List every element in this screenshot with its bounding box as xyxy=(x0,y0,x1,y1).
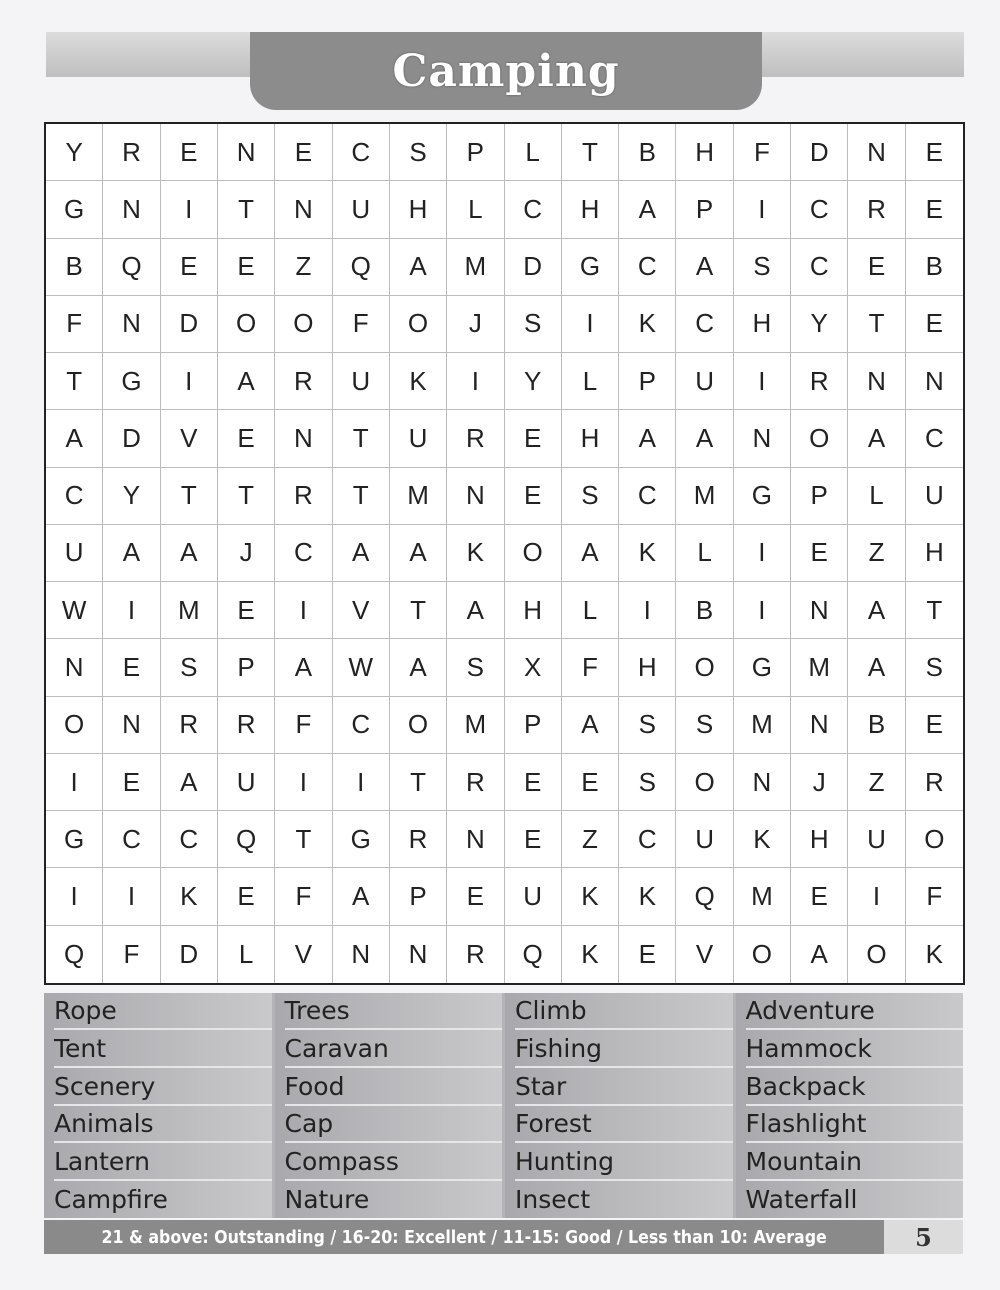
grid-cell[interactable]: A xyxy=(848,639,905,696)
grid-cell[interactable]: K xyxy=(562,868,619,925)
word-list-item: Rope xyxy=(54,994,272,1030)
grid-cell[interactable]: M xyxy=(676,468,733,525)
word-list-item: Forest xyxy=(515,1107,733,1143)
grid-cell[interactable]: K xyxy=(447,525,504,582)
grid-cell[interactable]: T xyxy=(46,353,103,410)
grid-cell[interactable]: N xyxy=(447,468,504,525)
grid-cell[interactable]: S xyxy=(906,639,963,696)
word-column xyxy=(275,993,503,1218)
score-scale: 21 & above: Outstanding / 16-20: Excellent / 11-15: Good / Less than 10: Average xyxy=(101,1226,827,1248)
grid-cell[interactable]: A xyxy=(218,353,275,410)
grid-cell[interactable]: O xyxy=(275,296,332,353)
grid-cell[interactable]: G xyxy=(333,811,390,868)
grid-cell[interactable]: V xyxy=(333,582,390,639)
grid-cell[interactable]: E xyxy=(562,754,619,811)
grid-cell[interactable]: M xyxy=(791,639,848,696)
grid-cell[interactable]: T xyxy=(161,468,218,525)
grid-cell[interactable]: N xyxy=(218,124,275,181)
grid-cell[interactable]: B xyxy=(46,239,103,296)
grid-cell[interactable]: U xyxy=(218,754,275,811)
grid-cell[interactable]: N xyxy=(734,410,791,467)
grid-cell[interactable]: O xyxy=(218,296,275,353)
grid-cell[interactable]: E xyxy=(218,239,275,296)
grid-cell[interactable]: C xyxy=(275,525,332,582)
grid-cell[interactable]: P xyxy=(619,353,676,410)
grid-cell[interactable]: C xyxy=(161,811,218,868)
grid-cell[interactable]: T xyxy=(333,468,390,525)
grid-cell[interactable]: U xyxy=(333,181,390,238)
grid-cell[interactable]: H xyxy=(906,525,963,582)
grid-cell[interactable]: A xyxy=(562,525,619,582)
page-number-box xyxy=(884,1220,963,1254)
word-list-item: Animals xyxy=(54,1107,272,1143)
grid-cell[interactable]: F xyxy=(562,639,619,696)
grid-cell[interactable]: U xyxy=(676,353,733,410)
grid-cell[interactable]: E xyxy=(791,525,848,582)
grid-cell[interactable]: N xyxy=(906,353,963,410)
grid-cell[interactable]: T xyxy=(275,811,332,868)
grid-cell[interactable]: P xyxy=(791,468,848,525)
grid-cell[interactable]: O xyxy=(505,525,562,582)
grid-cell[interactable]: C xyxy=(906,410,963,467)
grid-cell[interactable]: T xyxy=(906,582,963,639)
grid-cell[interactable]: I xyxy=(275,582,332,639)
grid-cell[interactable]: R xyxy=(275,353,332,410)
grid-cell[interactable]: Q xyxy=(218,811,275,868)
grid-cell[interactable]: I xyxy=(161,353,218,410)
grid-cell[interactable]: B xyxy=(676,582,733,639)
grid-cell[interactable]: P xyxy=(390,868,447,925)
grid-cell[interactable]: I xyxy=(103,582,160,639)
grid-cell[interactable]: O xyxy=(390,697,447,754)
grid-cell[interactable]: Y xyxy=(103,468,160,525)
grid-cell[interactable]: D xyxy=(505,239,562,296)
word-column xyxy=(505,993,733,1218)
grid-cell[interactable]: Z xyxy=(562,811,619,868)
grid-cell[interactable]: G xyxy=(46,181,103,238)
word-list-item: Hunting xyxy=(515,1145,733,1181)
grid-cell[interactable]: O xyxy=(676,639,733,696)
grid-cell[interactable]: I xyxy=(734,525,791,582)
grid-cell[interactable]: E xyxy=(161,239,218,296)
grid-cell[interactable]: E xyxy=(906,697,963,754)
grid-cell[interactable]: H xyxy=(791,811,848,868)
grid-cell[interactable]: C xyxy=(333,124,390,181)
letter-grid xyxy=(44,122,965,985)
grid-cell[interactable]: A xyxy=(848,410,905,467)
grid-cell[interactable]: K xyxy=(619,868,676,925)
grid-cell[interactable]: C xyxy=(505,181,562,238)
word-list-item: Star xyxy=(515,1070,733,1106)
grid-cell[interactable]: I xyxy=(734,353,791,410)
grid-cell[interactable]: K xyxy=(390,353,447,410)
grid-cell[interactable]: I xyxy=(619,582,676,639)
grid-cell[interactable]: C xyxy=(791,181,848,238)
grid-cell[interactable]: R xyxy=(161,697,218,754)
grid-cell[interactable]: C xyxy=(619,811,676,868)
grid-cell[interactable]: R xyxy=(390,811,447,868)
grid-cell[interactable]: Z xyxy=(275,239,332,296)
grid-cell[interactable]: K xyxy=(734,811,791,868)
word-list-item: Tent xyxy=(54,1032,272,1068)
grid-cell[interactable]: W xyxy=(333,639,390,696)
grid-cell[interactable]: U xyxy=(906,468,963,525)
grid-cell[interactable]: L xyxy=(447,181,504,238)
grid-cell[interactable]: S xyxy=(676,697,733,754)
grid-cell[interactable]: E xyxy=(505,811,562,868)
grid-cell[interactable]: D xyxy=(161,296,218,353)
grid-cell[interactable]: E xyxy=(906,124,963,181)
grid-cell[interactable]: H xyxy=(390,181,447,238)
grid-cell[interactable]: S xyxy=(161,639,218,696)
grid-cell[interactable]: S xyxy=(734,239,791,296)
grid-cell[interactable]: V xyxy=(676,926,733,983)
grid-cell[interactable]: Y xyxy=(46,124,103,181)
grid-cell[interactable]: C xyxy=(676,296,733,353)
grid-cell[interactable]: H xyxy=(562,410,619,467)
grid-cell[interactable]: E xyxy=(218,582,275,639)
grid-cell[interactable]: N xyxy=(103,697,160,754)
grid-cell[interactable]: O xyxy=(676,754,733,811)
grid-cell[interactable]: U xyxy=(46,525,103,582)
word-list xyxy=(44,993,963,1218)
grid-cell[interactable]: N xyxy=(848,124,905,181)
grid-cell[interactable]: Y xyxy=(791,296,848,353)
grid-cell[interactable]: F xyxy=(275,697,332,754)
grid-cell[interactable]: P xyxy=(218,639,275,696)
grid-cell[interactable]: A xyxy=(275,639,332,696)
grid-cell[interactable]: Q xyxy=(103,239,160,296)
grid-cell[interactable]: D xyxy=(161,926,218,983)
grid-cell[interactable]: M xyxy=(390,468,447,525)
grid-cell[interactable]: N xyxy=(275,181,332,238)
grid-cell[interactable]: R xyxy=(848,181,905,238)
word-column xyxy=(44,993,272,1218)
grid-cell[interactable]: C xyxy=(619,468,676,525)
grid-cell[interactable]: R xyxy=(447,754,504,811)
grid-cell[interactable]: A xyxy=(791,926,848,983)
grid-cell[interactable]: H xyxy=(505,582,562,639)
grid-cell[interactable]: O xyxy=(390,296,447,353)
grid-cell[interactable]: E xyxy=(848,239,905,296)
grid-cell[interactable]: A xyxy=(390,525,447,582)
grid-cell[interactable]: J xyxy=(791,754,848,811)
grid-cell[interactable]: G xyxy=(103,353,160,410)
grid-cell[interactable]: I xyxy=(46,868,103,925)
grid-cell[interactable]: F xyxy=(906,868,963,925)
word-list-item: Climb xyxy=(515,994,733,1030)
word-list-item: Scenery xyxy=(54,1070,272,1106)
grid-cell[interactable]: N xyxy=(103,296,160,353)
grid-cell[interactable]: K xyxy=(619,296,676,353)
grid-cell[interactable]: I xyxy=(734,582,791,639)
grid-cell[interactable]: A xyxy=(333,525,390,582)
grid-cell[interactable]: T xyxy=(848,296,905,353)
grid-cell[interactable]: A xyxy=(333,868,390,925)
word-list-item: Waterfall xyxy=(745,1185,858,1215)
grid-cell[interactable]: F xyxy=(734,124,791,181)
grid-cell[interactable]: A xyxy=(848,582,905,639)
grid-cell[interactable]: S xyxy=(619,697,676,754)
word-list-item: Insect xyxy=(515,1185,591,1215)
word-list-item: Adventure xyxy=(746,994,964,1030)
grid-cell[interactable]: K xyxy=(619,525,676,582)
grid-cell[interactable]: F xyxy=(275,868,332,925)
word-list-item: Caravan xyxy=(285,1032,503,1068)
grid-cell[interactable]: L xyxy=(562,353,619,410)
grid-cell[interactable]: R xyxy=(218,697,275,754)
grid-cell[interactable]: I xyxy=(46,754,103,811)
page-number: 5 xyxy=(915,1222,932,1252)
grid-cell[interactable]: A xyxy=(619,410,676,467)
grid-cell[interactable]: S xyxy=(562,468,619,525)
grid-cell[interactable]: I xyxy=(734,181,791,238)
grid-cell[interactable]: C xyxy=(619,239,676,296)
grid-cell[interactable]: S xyxy=(390,124,447,181)
grid-cell[interactable]: I xyxy=(161,181,218,238)
grid-cell[interactable]: R xyxy=(791,353,848,410)
grid-cell[interactable]: A xyxy=(619,181,676,238)
grid-cell[interactable]: U xyxy=(333,353,390,410)
grid-cell[interactable]: H xyxy=(734,296,791,353)
grid-cell[interactable]: C xyxy=(103,811,160,868)
grid-cell[interactable]: E xyxy=(906,296,963,353)
grid-cell[interactable]: H xyxy=(562,181,619,238)
grid-cell[interactable]: N xyxy=(734,754,791,811)
grid-cell[interactable]: T xyxy=(390,582,447,639)
grid-cell[interactable]: A xyxy=(676,410,733,467)
grid-cell[interactable]: T xyxy=(218,181,275,238)
grid-cell[interactable]: Y xyxy=(505,353,562,410)
grid-cell[interactable]: E xyxy=(447,868,504,925)
grid-cell[interactable]: C xyxy=(46,468,103,525)
title-tab xyxy=(250,32,762,110)
grid-cell[interactable]: A xyxy=(161,525,218,582)
grid-cell[interactable]: N xyxy=(848,353,905,410)
word-list-item: Campfire xyxy=(54,1185,168,1215)
grid-cell[interactable]: S xyxy=(505,296,562,353)
grid-cell[interactable]: N xyxy=(275,410,332,467)
grid-cell[interactable]: I xyxy=(447,353,504,410)
word-list-item: Backpack xyxy=(746,1070,964,1106)
grid-cell[interactable]: E xyxy=(619,926,676,983)
word-list-item: Cap xyxy=(285,1107,503,1143)
grid-cell[interactable]: E xyxy=(505,754,562,811)
word-list-item: Compass xyxy=(285,1145,503,1181)
word-column xyxy=(736,993,964,1218)
grid-cell[interactable]: I xyxy=(848,868,905,925)
grid-cell[interactable]: X xyxy=(505,639,562,696)
grid-cell[interactable]: P xyxy=(505,697,562,754)
grid-cell[interactable]: G xyxy=(734,468,791,525)
grid-cell[interactable]: P xyxy=(676,181,733,238)
word-list-item: Nature xyxy=(284,1185,370,1215)
grid-cell[interactable]: E xyxy=(218,410,275,467)
word-list-item: Mountain xyxy=(746,1145,964,1181)
grid-cell[interactable]: E xyxy=(218,868,275,925)
grid-cell[interactable]: E xyxy=(161,124,218,181)
grid-cell[interactable]: P xyxy=(447,124,504,181)
grid-cell[interactable]: F xyxy=(333,296,390,353)
grid-cell[interactable]: I xyxy=(275,754,332,811)
grid-cell[interactable]: J xyxy=(218,525,275,582)
grid-cell[interactable]: V xyxy=(161,410,218,467)
grid-cell[interactable]: J xyxy=(447,296,504,353)
grid-cell[interactable]: R xyxy=(447,926,504,983)
grid-cell[interactable]: R xyxy=(906,754,963,811)
grid-cell[interactable]: T xyxy=(218,468,275,525)
grid-cell[interactable]: R xyxy=(275,468,332,525)
grid-cell[interactable]: N xyxy=(791,582,848,639)
grid-cell[interactable]: M xyxy=(734,868,791,925)
grid-cell[interactable]: I xyxy=(333,754,390,811)
word-list-item: Hammock xyxy=(746,1032,964,1068)
grid-cell[interactable]: C xyxy=(791,239,848,296)
grid-cell[interactable]: N xyxy=(390,926,447,983)
grid-cell[interactable]: L xyxy=(505,124,562,181)
grid-cell[interactable]: C xyxy=(333,697,390,754)
grid-cell[interactable]: Q xyxy=(676,868,733,925)
grid-cell[interactable]: L xyxy=(218,926,275,983)
grid-cell[interactable]: N xyxy=(333,926,390,983)
grid-cell[interactable]: H xyxy=(676,124,733,181)
grid-cell[interactable]: E xyxy=(906,181,963,238)
grid-cell[interactable]: N xyxy=(447,811,504,868)
grid-cell[interactable]: U xyxy=(505,868,562,925)
grid-cell[interactable]: M xyxy=(447,239,504,296)
grid-cell[interactable]: E xyxy=(103,754,160,811)
word-list-item: Lantern xyxy=(54,1145,272,1181)
grid-cell[interactable]: M xyxy=(734,697,791,754)
grid-cell[interactable]: T xyxy=(562,124,619,181)
grid-cell[interactable]: K xyxy=(161,868,218,925)
grid-cell[interactable]: N xyxy=(103,181,160,238)
grid-cell[interactable]: A xyxy=(161,754,218,811)
grid-cell[interactable]: A xyxy=(390,639,447,696)
word-list-item: Fishing xyxy=(515,1032,733,1068)
grid-cell[interactable]: U xyxy=(390,410,447,467)
grid-cell[interactable]: A xyxy=(562,697,619,754)
grid-cell[interactable]: F xyxy=(46,296,103,353)
grid-cell[interactable]: D xyxy=(791,124,848,181)
grid-cell[interactable]: L xyxy=(562,582,619,639)
grid-cell[interactable]: A xyxy=(447,582,504,639)
grid-cell[interactable]: O xyxy=(791,410,848,467)
grid-cell[interactable]: O xyxy=(734,926,791,983)
grid-cell[interactable]: L xyxy=(676,525,733,582)
grid-cell[interactable]: N xyxy=(791,697,848,754)
grid-cell[interactable]: T xyxy=(390,754,447,811)
grid-cell[interactable]: O xyxy=(906,811,963,868)
grid-cell[interactable]: Q xyxy=(505,926,562,983)
grid-cell[interactable]: L xyxy=(848,468,905,525)
grid-cell[interactable]: K xyxy=(925,938,944,969)
grid-cell[interactable]: B xyxy=(848,697,905,754)
grid-cell[interactable]: A xyxy=(103,525,160,582)
grid-cell[interactable]: B xyxy=(619,124,676,181)
grid-cell[interactable]: M xyxy=(161,582,218,639)
grid-cell[interactable]: R xyxy=(103,124,160,181)
score-footer xyxy=(44,1220,884,1254)
grid-cell[interactable]: U xyxy=(676,811,733,868)
grid-cell[interactable]: K xyxy=(562,926,619,983)
grid-cell[interactable]: S xyxy=(447,639,504,696)
grid-cell[interactable]: M xyxy=(447,697,504,754)
grid-cell[interactable]: W xyxy=(46,582,103,639)
word-list-item: Food xyxy=(285,1070,503,1106)
grid-cell[interactable]: A xyxy=(676,239,733,296)
grid-cell[interactable]: I xyxy=(562,296,619,353)
grid-cell[interactable]: T xyxy=(333,410,390,467)
grid-cell[interactable]: R xyxy=(447,410,504,467)
grid-cell[interactable]: E xyxy=(505,410,562,467)
grid-cell[interactable]: G xyxy=(734,639,791,696)
grid-cell[interactable]: O xyxy=(46,697,103,754)
grid-cell[interactable]: E xyxy=(103,639,160,696)
grid-cell[interactable]: F xyxy=(103,926,160,983)
grid-cell[interactable]: H xyxy=(619,639,676,696)
grid-cell[interactable]: Q xyxy=(46,926,103,983)
grid-cell[interactable]: D xyxy=(103,410,160,467)
grid-cell[interactable]: A xyxy=(46,410,103,467)
grid-cell[interactable]: E xyxy=(791,868,848,925)
grid-cell[interactable]: Q xyxy=(333,239,390,296)
grid-cell[interactable]: E xyxy=(505,468,562,525)
grid-cell[interactable]: A xyxy=(390,239,447,296)
puzzle-title: Camping xyxy=(392,45,620,97)
grid-cell[interactable]: G xyxy=(46,811,103,868)
grid-cell[interactable]: N xyxy=(46,639,103,696)
grid-cell[interactable]: G xyxy=(562,239,619,296)
grid-cell[interactable]: B xyxy=(906,239,963,296)
word-list-item: Flashlight xyxy=(746,1107,964,1143)
grid-cell[interactable]: Z xyxy=(848,525,905,582)
grid-cell[interactable]: S xyxy=(619,754,676,811)
grid-cell[interactable]: O xyxy=(848,926,905,983)
grid-cell[interactable]: I xyxy=(103,868,160,925)
grid-cell[interactable]: U xyxy=(848,811,905,868)
grid-cell[interactable]: V xyxy=(275,926,332,983)
word-list-item: Trees xyxy=(285,994,503,1030)
grid-cell[interactable]: Z xyxy=(848,754,905,811)
grid-cell[interactable]: E xyxy=(275,124,332,181)
